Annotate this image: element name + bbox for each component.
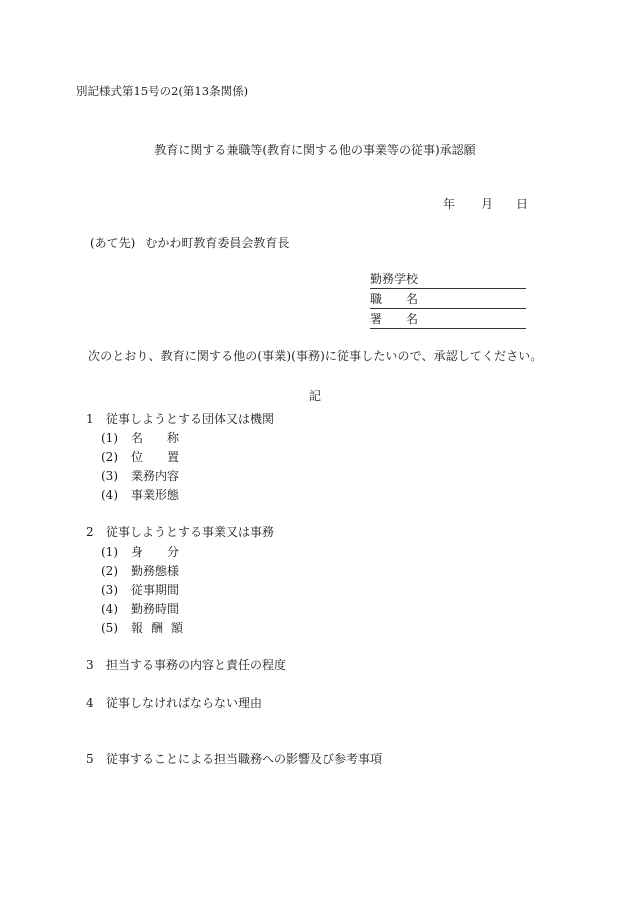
- addressee-name: むかわ町教育委員会教育長: [145, 236, 290, 250]
- ki-heading: 記: [308, 389, 321, 403]
- item-label: 報酬額: [131, 621, 192, 635]
- section-number: 3: [86, 658, 94, 672]
- request-text: 次のとおり、教育に関する他の(事業)(事務)に従事したいので、承認してください。: [88, 349, 543, 363]
- signature-school-label: 勤務学校: [370, 272, 419, 286]
- item-label: 業務内容: [131, 469, 180, 483]
- section-label: 従事することによる担当職務への影響及び参考事項: [106, 752, 383, 766]
- item-label: 勤務時間: [131, 602, 180, 616]
- signature-name-label: 署 名: [370, 312, 419, 326]
- section-label: 担当する事務の内容と責任の程度: [106, 658, 287, 672]
- item-label: 従事期間: [131, 583, 180, 597]
- item-number: (1): [101, 431, 118, 445]
- form-number: 別記様式第15号の2(第13条関係): [76, 84, 249, 98]
- section-number: 2: [86, 525, 94, 539]
- item-number: (3): [101, 583, 118, 597]
- list-item: [101, 488, 179, 502]
- list-item: [101, 545, 203, 559]
- section-number: 4: [86, 696, 94, 710]
- list-item: [101, 602, 179, 616]
- date-day: 日: [516, 197, 529, 211]
- list-item: [101, 450, 203, 464]
- section-number: 5: [86, 752, 94, 766]
- item-label: 名称: [131, 431, 204, 445]
- section-3: [86, 658, 286, 672]
- addressee-prefix: (あて先): [90, 236, 136, 250]
- list-item: [101, 469, 179, 483]
- section-number: 1: [86, 412, 94, 426]
- signature-position-label: 職 名: [370, 292, 419, 306]
- item-label: 身分: [131, 545, 204, 559]
- item-label: 勤務態様: [131, 564, 180, 578]
- list-item: [101, 564, 179, 578]
- item-number: (1): [101, 545, 118, 559]
- item-number: (3): [101, 469, 118, 483]
- item-number: (4): [101, 602, 118, 616]
- section-label: 従事しようとする事業又は事務: [106, 525, 275, 539]
- item-label: 事業形態: [131, 488, 180, 502]
- addressee: [90, 236, 289, 250]
- list-item: [101, 431, 203, 445]
- signature-name-field[interactable]: [370, 312, 526, 329]
- date-year: 年: [443, 197, 456, 211]
- list-item: [101, 583, 179, 597]
- item-number: (2): [101, 564, 118, 578]
- section-5: [86, 752, 382, 766]
- date-month: 月: [481, 197, 494, 211]
- document-title: 教育に関する兼職等(教育に関する他の事業等の従事)承認願: [154, 143, 476, 157]
- item-number: (2): [101, 450, 118, 464]
- list-item: [101, 621, 191, 635]
- item-number: (4): [101, 488, 118, 502]
- section-label: 従事しなければならない理由: [106, 696, 263, 710]
- section-2: [86, 525, 274, 539]
- section-4: [86, 696, 262, 710]
- item-number: (5): [101, 621, 118, 635]
- signature-school-field[interactable]: [370, 272, 526, 289]
- signature-position-field[interactable]: [370, 292, 526, 309]
- section-1: [86, 412, 274, 426]
- section-label: 従事しようとする団体又は機関: [106, 412, 275, 426]
- item-label: 位置: [131, 450, 204, 464]
